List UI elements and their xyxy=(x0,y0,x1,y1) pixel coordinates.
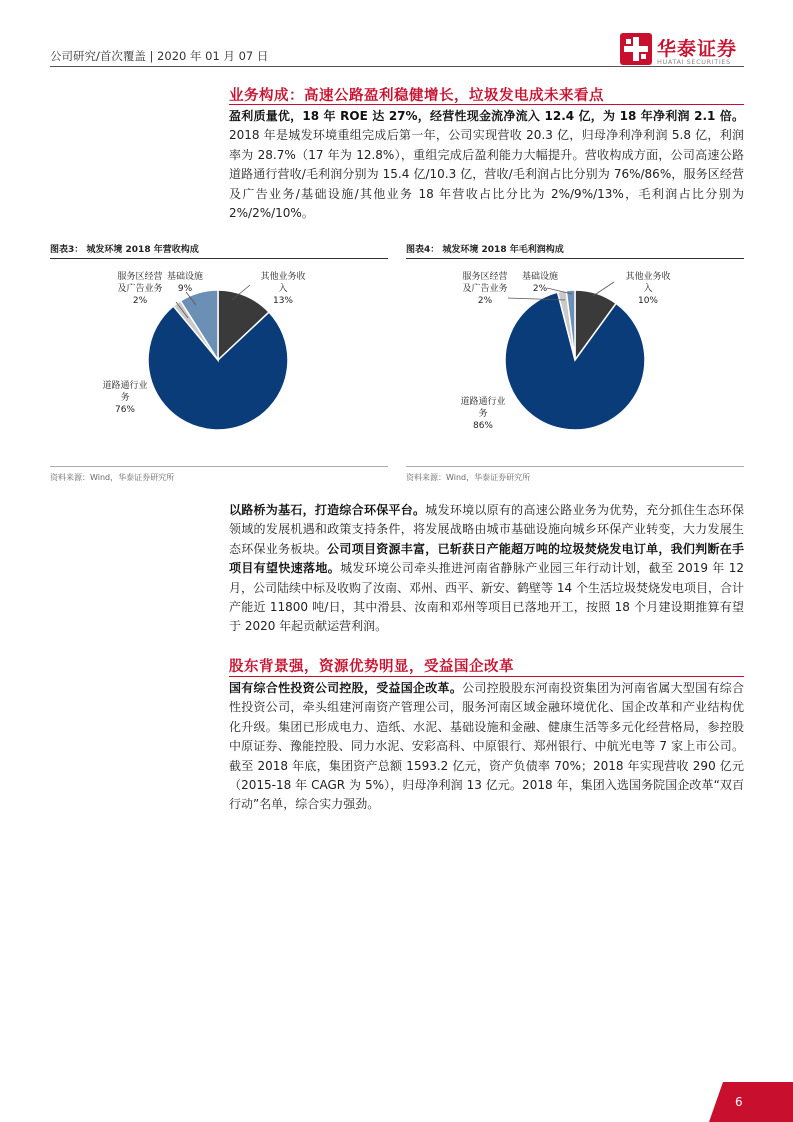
fig4-label-other xyxy=(608,271,688,307)
section3-title: 股东背景强，资源优势明显，受益国企改革 xyxy=(229,659,514,675)
section1-paragraph xyxy=(229,107,744,223)
fig4-value-road: 86% xyxy=(472,421,493,431)
section1-lead: 盈利质量优，18 年 ROE 达 27%，经营性现金流净流入 12.4 亿，为 18 年净利润 2.1 倍。 xyxy=(229,109,744,123)
section1-rule xyxy=(229,104,744,105)
fig3-label-road-name: 道路通行业 务 xyxy=(102,381,148,403)
section1-title: 业务构成：高速公路盈利稳健增长，垃圾发电成未来看点 xyxy=(229,88,604,104)
section2-paragraph xyxy=(229,501,744,637)
fig3-label-road xyxy=(90,380,160,416)
fig4-label-road-name: 道路通行业 务 xyxy=(460,397,506,419)
huatai-logo-icon xyxy=(620,33,652,65)
section3-rule xyxy=(229,676,744,677)
fig4-label-infra xyxy=(510,271,570,295)
fig3-title: 图表3： 城发环境 2018 年营收构成 xyxy=(50,245,199,255)
fig3-source: 资料来源：Wind，华泰证券研究所 xyxy=(50,473,175,482)
fig3-source-rule xyxy=(50,466,388,467)
page-number-badge xyxy=(709,1082,793,1122)
fig3-title-rule xyxy=(50,258,388,259)
fig4-value-other: 10% xyxy=(637,296,658,306)
section2-body1: 城发环境以原有的高速公路业务为优势，充分抓住生态环保领域的发展机遇和政策支持条件，将发展战略由城市基础设施向城乡环保产业转变，大力发展生态环保业务板块。 xyxy=(229,503,744,556)
section3-lead: 国有综合性投资公司控股，受益国企改革。 xyxy=(229,681,463,695)
fig4-title: 图表4： 城发环境 2018 年毛利润构成 xyxy=(406,245,564,255)
fig3-label-other-name: 其他业务收 入 xyxy=(260,272,306,294)
fig3-value-infra: 9% xyxy=(177,284,193,294)
fig4-label-road xyxy=(448,396,518,432)
fig3-value-road: 76% xyxy=(114,405,135,415)
fig3-label-service-name: 服务区经营 及广告业务 xyxy=(117,272,163,294)
fig4-title-rule xyxy=(406,258,744,259)
fig4-source-rule xyxy=(406,466,744,467)
section2-body2: 城发环境公司牵头推进河南省静脉产业园三年行动计划，截至 2019 年 12 月，公司陆续中标及收购了汝南、邓州、西平、新安、鹤壁等 14 个生活垃圾焚烧发电项目，合计产能近 11800 吨/日，其中滑县、汝南和邓州等项目已落地开工，按照 18 个月建设期推算有望于 2020 年起贡献运营利润。 xyxy=(229,561,744,634)
header-divider xyxy=(50,66,744,67)
fig3-label-other xyxy=(243,271,323,307)
section1-body: 2018 年是城发环境重组完成后第一年，公司实现营收 20.3 亿，归母净利净利润 5.8 亿，利润率为 28.7%（17 年为 12.8%），重组完成后盈利能力大幅提升。营收构成方面，公司高速公路道路通行营收/毛利润分别为 15.4 亿/10.3 亿，营收/毛利润占比分别为 76%/86%，服务区经营及广告业务/基础设施/其他业务 18 年营收占比分比为 2%/9%/13%，毛利润占比分别为 2%/2%/10%。 xyxy=(229,128,744,221)
section2-lead2: 公司项目资源丰富，已斩获日产能超万吨的垃圾焚烧发电订单，我们判断在手项目有望快速落地。 xyxy=(229,541,744,576)
header-breadcrumb: 公司研究/首次覆盖 | 2020 年 01 月 07 日 xyxy=(50,49,269,63)
fig3-value-other: 13% xyxy=(272,296,293,306)
logo-text-en: HUATAI SECURITIES xyxy=(657,58,731,66)
fig4-label-infra-name: 基础设施 xyxy=(521,272,558,282)
page-number: 6 xyxy=(735,1095,743,1109)
fig4-pie-chart xyxy=(0,0,1,1)
section2-lead1: 以路桥为基石，打造综合环保平台。 xyxy=(229,503,426,517)
fig4-label-other-name: 其他业务收 入 xyxy=(625,272,671,294)
fig3-value-service: 2% xyxy=(132,296,148,306)
fig4-source: 资料来源：Wind，华泰证券研究所 xyxy=(406,473,531,482)
logo-text-cn: 华泰证券 xyxy=(657,38,738,60)
fig3-label-infra xyxy=(155,271,215,295)
section3-body: 公司控股股东河南投资集团为河南省属大型国有综合性投资公司，牵头组建河南资产管理公司，服务河南区域金融环境优化、国企改革和产业结构优化升级。集团已形成电力、造纸、水泥、基础设施和金融、健康生活等多元化经营格局，参控股中原证券、豫能控股、同力水泥、安彩高科、中原银行、郑州银行、中航光电等 7 家上市公司。截至 2018 年底，集团资产总额 1593.2 亿元，资产负债率 70%；2018 年实现营收 290 亿元（2015-18 年 CAGR 为 5%），归母净利润 13 亿元。2018 年，集团入选国务院国企改革“双百行动”名单，综合实力强劲。 xyxy=(229,681,744,812)
fig3-label-infra-name: 基础设施 xyxy=(166,272,203,282)
section3-paragraph xyxy=(229,679,744,815)
fig4-label-service-name: 服务区经营 及广告业务 xyxy=(462,272,508,294)
fig4-value-infra: 2% xyxy=(532,284,548,294)
fig4-value-service: 2% xyxy=(477,296,493,306)
